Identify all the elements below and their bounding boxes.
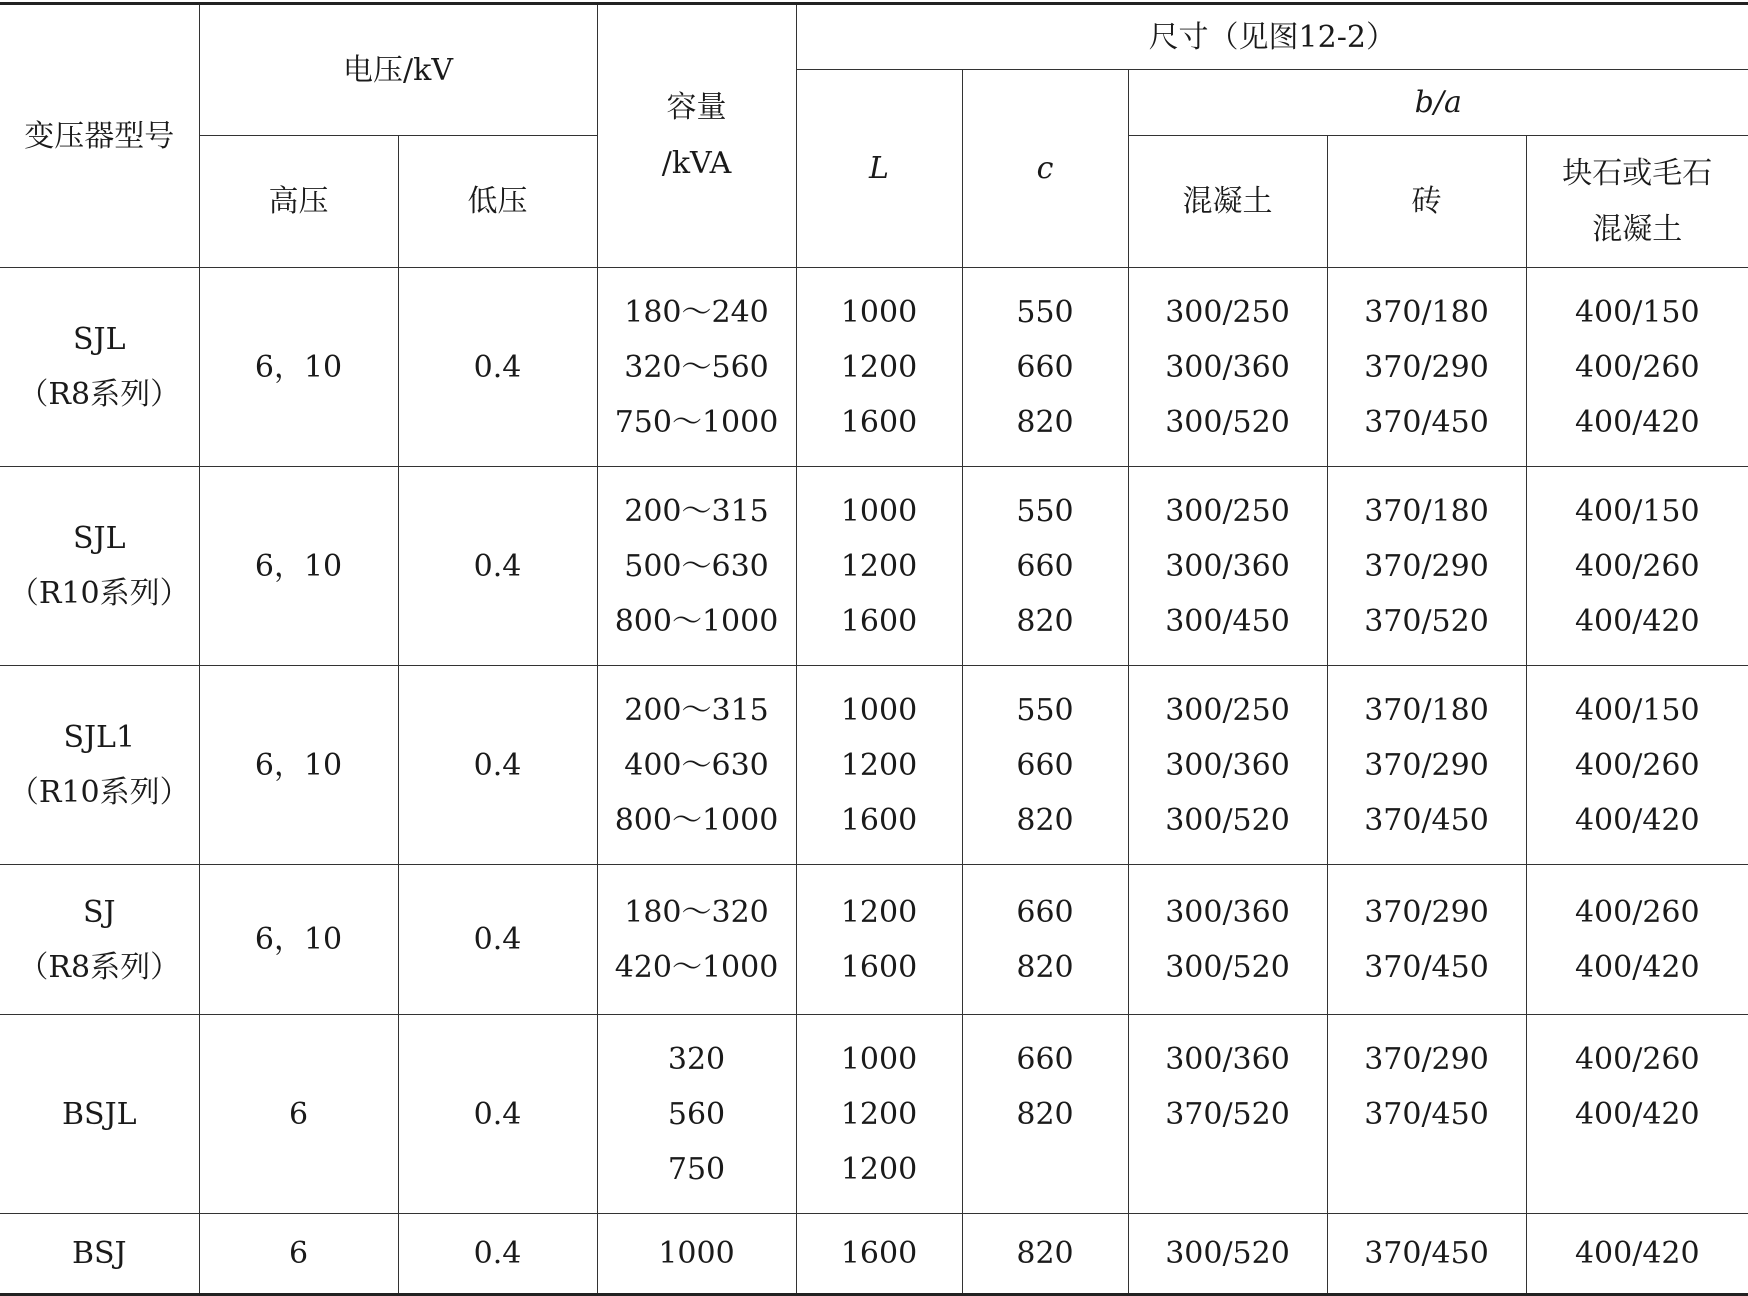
cell-concrete <box>1128 1214 1327 1295</box>
cell-capacity <box>597 865 796 1015</box>
cell-line: 1000 <box>840 692 918 728</box>
cell-line: 500～630 <box>624 548 769 584</box>
header-ba: b/a <box>1128 70 1748 136</box>
cell-line: 300/450 <box>1165 603 1290 639</box>
cell-lines <box>1328 683 1526 848</box>
cell-lines <box>797 285 962 450</box>
header-c: c <box>962 70 1128 268</box>
cell-lines <box>598 885 796 995</box>
cell-line: BSJL <box>61 1096 137 1132</box>
cell-line: 370/180 <box>1364 294 1489 330</box>
cell-lines <box>1129 1226 1327 1281</box>
cell-stone <box>1526 666 1748 865</box>
cell-line: 400/260 <box>1574 1042 1700 1077</box>
cell-line: 820 <box>1016 1236 1074 1271</box>
cell-L <box>796 666 962 865</box>
cell-line: 800～1000 <box>614 603 779 639</box>
cell-lines <box>1328 285 1526 450</box>
cell-line: 1200 <box>840 349 918 385</box>
cell-lines <box>963 885 1128 995</box>
cell-c <box>962 865 1128 1015</box>
cell-line: 820 <box>1016 802 1074 838</box>
cell-line: 1200 <box>840 1151 918 1187</box>
cell-line: （R10系列） <box>8 775 190 810</box>
header-model: 变压器型号 <box>0 4 199 268</box>
cell-concrete <box>1128 268 1327 467</box>
cell-line: 1000 <box>840 493 918 529</box>
cell-line: 1000 <box>840 1041 918 1077</box>
cell-low: 0.4 <box>398 666 597 865</box>
cell-line: SJL1 <box>63 720 136 755</box>
cell-line: 400/420 <box>1574 1236 1700 1271</box>
cell-line: 660 <box>1016 747 1074 783</box>
header-capacity-line1: 容量 <box>666 90 727 125</box>
cell-lines <box>0 885 199 995</box>
header-stone-line1: 块石或毛石 <box>1562 155 1713 191</box>
cell-capacity <box>597 1214 796 1295</box>
cell-model <box>0 1015 199 1214</box>
cell-line: 370/520 <box>1364 603 1489 639</box>
cell-line: SJL <box>73 322 126 357</box>
cell-c <box>962 268 1128 467</box>
cell-line: 1600 <box>840 802 918 838</box>
cell-lines <box>963 285 1128 450</box>
cell-line: 550 <box>1016 692 1074 728</box>
cell-line: 400/260 <box>1574 747 1700 783</box>
cell-L <box>796 467 962 666</box>
cell-line: 550 <box>1016 294 1074 330</box>
cell-line: 1600 <box>840 949 918 985</box>
cell-lines <box>0 511 199 621</box>
cell-L <box>796 865 962 1015</box>
cell-line: 400/150 <box>1574 692 1700 728</box>
cell-line: SJ <box>82 894 116 930</box>
cell-low: 0.4 <box>398 268 597 467</box>
cell-line: 1000 <box>658 1236 735 1271</box>
cell-lines <box>0 312 199 422</box>
cell-lines <box>0 1087 199 1142</box>
transformer-foundation-table <box>0 2 1748 1296</box>
cell-lines <box>1527 1226 1748 1281</box>
cell-high: 6 <box>199 1015 398 1214</box>
header-capacity <box>597 4 796 268</box>
cell-c <box>962 666 1128 865</box>
cell-stone <box>1526 467 1748 666</box>
cell-line: 370/520 <box>1165 1097 1290 1132</box>
cell-stone <box>1526 1015 1748 1214</box>
cell-line: 400/260 <box>1574 349 1700 385</box>
header-voltage: 电压/kV <box>199 4 597 136</box>
cell-line: 300/250 <box>1165 692 1290 728</box>
cell-model <box>0 467 199 666</box>
cell-line: 1600 <box>840 1236 918 1271</box>
cell-line: 370/290 <box>1364 894 1489 930</box>
header-stone-line2: 混凝土 <box>1592 211 1683 247</box>
cell-line: 370/290 <box>1364 349 1489 385</box>
cell-brick <box>1327 865 1526 1015</box>
cell-line: 300/360 <box>1165 894 1290 930</box>
cell-line: 370/450 <box>1364 949 1489 985</box>
cell-L <box>796 1015 962 1214</box>
cell-c <box>962 1214 1128 1295</box>
cell-line: 1200 <box>840 1096 918 1132</box>
cell-brick <box>1327 268 1526 467</box>
header-L: L <box>796 70 962 268</box>
header-size: 尺寸（见图12-2） <box>796 4 1748 70</box>
cell-line: 660 <box>1016 548 1074 584</box>
cell-lines <box>1129 1015 1327 1142</box>
cell-high: 6，10 <box>199 865 398 1015</box>
cell-line: 1200 <box>840 747 918 783</box>
cell-line: 300/250 <box>1165 294 1290 330</box>
cell-line: 300/360 <box>1165 548 1290 584</box>
table-row <box>0 1214 1748 1295</box>
cell-lines <box>1527 1015 1748 1142</box>
cell-line: 200～315 <box>624 493 769 529</box>
cell-line: 320～560 <box>624 349 769 385</box>
cell-lines <box>0 710 199 820</box>
cell-capacity <box>597 666 796 865</box>
cell-concrete <box>1128 865 1327 1015</box>
table-row <box>0 1015 1748 1214</box>
cell-line: 370/180 <box>1364 692 1489 728</box>
cell-line: 370/450 <box>1364 1097 1489 1132</box>
cell-low: 0.4 <box>398 1214 597 1295</box>
cell-line: 420～1000 <box>614 949 779 985</box>
cell-high: 6，10 <box>199 467 398 666</box>
cell-line: SJL <box>73 521 126 556</box>
cell-brick <box>1327 467 1526 666</box>
cell-line: 400/420 <box>1574 949 1700 985</box>
cell-concrete <box>1128 467 1327 666</box>
cell-line: （R10系列） <box>8 576 190 611</box>
table-row <box>0 467 1748 666</box>
cell-line: （R8系列） <box>18 949 181 985</box>
cell-line: 300/520 <box>1165 949 1290 985</box>
cell-lines <box>1527 885 1748 995</box>
cell-model <box>0 865 199 1015</box>
cell-model <box>0 666 199 865</box>
cell-lines <box>598 1226 796 1281</box>
cell-model <box>0 268 199 467</box>
cell-lines <box>1129 285 1327 450</box>
cell-line: 200～315 <box>624 692 769 728</box>
cell-lines <box>598 484 796 649</box>
cell-line: 400～630 <box>624 747 769 783</box>
cell-line: 660 <box>1016 1042 1074 1077</box>
cell-high: 6，10 <box>199 268 398 467</box>
cell-model <box>0 1214 199 1295</box>
cell-stone <box>1526 1214 1748 1295</box>
cell-lines <box>1527 683 1748 848</box>
cell-lines <box>1328 885 1526 995</box>
cell-c <box>962 467 1128 666</box>
table-header <box>0 4 1748 268</box>
cell-line: 1200 <box>840 894 918 930</box>
cell-line: 370/290 <box>1364 747 1489 783</box>
cell-lines <box>963 484 1128 649</box>
cell-lines <box>0 1226 199 1281</box>
cell-line: 300/250 <box>1165 493 1290 529</box>
header-capacity-line2: /kVA <box>661 146 732 181</box>
header-stone-concrete <box>1526 136 1748 268</box>
cell-line: 300/360 <box>1165 747 1290 783</box>
cell-stone <box>1526 865 1748 1015</box>
cell-line: 370/290 <box>1364 548 1489 584</box>
cell-lines <box>797 1226 962 1281</box>
cell-line: 370/450 <box>1364 802 1489 838</box>
cell-line: 370/180 <box>1364 493 1489 529</box>
header-brick: 砖 <box>1327 136 1526 268</box>
header-concrete: 混凝土 <box>1128 136 1327 268</box>
cell-line: 800～1000 <box>614 802 779 838</box>
cell-line: 820 <box>1016 404 1074 440</box>
cell-capacity <box>597 268 796 467</box>
table-row <box>0 666 1748 865</box>
cell-capacity <box>597 467 796 666</box>
cell-high: 6，10 <box>199 666 398 865</box>
cell-capacity <box>597 1015 796 1214</box>
cell-line: 400/260 <box>1574 894 1700 930</box>
cell-lines <box>1129 885 1327 995</box>
cell-low: 0.4 <box>398 1015 597 1214</box>
cell-lines <box>797 484 962 649</box>
cell-line: 300/360 <box>1165 1042 1290 1077</box>
cell-line: 180～320 <box>624 894 769 930</box>
cell-line: 370/450 <box>1364 404 1489 440</box>
cell-low: 0.4 <box>398 865 597 1015</box>
cell-line: 370/290 <box>1364 1042 1489 1077</box>
cell-line: （R8系列） <box>18 377 181 412</box>
cell-line: 320 <box>667 1041 726 1077</box>
cell-line: 1000 <box>840 294 918 330</box>
cell-stone <box>1526 268 1748 467</box>
cell-lines <box>1129 484 1327 649</box>
cell-line: 400/260 <box>1574 548 1700 584</box>
cell-line: 660 <box>1016 349 1074 385</box>
cell-line: 750 <box>667 1151 726 1187</box>
cell-lines <box>963 1226 1128 1281</box>
cell-brick <box>1327 666 1526 865</box>
cell-line: 1200 <box>840 548 918 584</box>
cell-lines <box>1129 683 1327 848</box>
cell-line: 750～1000 <box>614 404 779 440</box>
cell-brick <box>1327 1214 1526 1295</box>
cell-lines <box>797 1032 962 1197</box>
cell-lines <box>1328 1015 1526 1142</box>
cell-line: 1600 <box>840 603 918 639</box>
cell-c <box>962 1015 1128 1214</box>
cell-lines <box>797 885 962 995</box>
cell-line: 1600 <box>840 404 918 440</box>
cell-concrete <box>1128 666 1327 865</box>
cell-line: BSJ <box>71 1236 127 1271</box>
cell-line: 820 <box>1016 603 1074 639</box>
cell-line: 300/520 <box>1165 802 1290 838</box>
cell-line: 400/420 <box>1574 603 1700 639</box>
cell-lines <box>1328 484 1526 649</box>
cell-lines <box>598 1032 796 1197</box>
table-row <box>0 268 1748 467</box>
cell-line: 400/420 <box>1574 802 1700 838</box>
cell-concrete <box>1128 1015 1327 1214</box>
cell-lines <box>963 1015 1128 1142</box>
cell-line: 300/520 <box>1165 1236 1290 1271</box>
cell-brick <box>1327 1015 1526 1214</box>
cell-line: 300/360 <box>1165 349 1290 385</box>
cell-line: 550 <box>1016 493 1074 529</box>
cell-lines <box>797 683 962 848</box>
cell-line: 660 <box>1016 894 1074 930</box>
cell-lines <box>1527 484 1748 649</box>
cell-lines <box>598 683 796 848</box>
cell-line: 300/520 <box>1165 404 1290 440</box>
cell-lines <box>1328 1226 1526 1281</box>
cell-line: 180～240 <box>624 294 769 330</box>
cell-lines <box>1527 285 1748 450</box>
cell-line: 400/150 <box>1574 294 1700 330</box>
cell-line: 370/450 <box>1364 1236 1489 1271</box>
cell-line: 400/420 <box>1574 404 1700 440</box>
cell-line: 400/150 <box>1574 493 1700 529</box>
table-row <box>0 865 1748 1015</box>
header-low-voltage: 低压 <box>398 136 597 268</box>
cell-line: 560 <box>667 1096 726 1132</box>
cell-high: 6 <box>199 1214 398 1295</box>
cell-low: 0.4 <box>398 467 597 666</box>
cell-L <box>796 1214 962 1295</box>
cell-L <box>796 268 962 467</box>
cell-lines <box>598 285 796 450</box>
table-body <box>0 268 1748 1295</box>
cell-line: 820 <box>1016 949 1074 985</box>
cell-line: 400/420 <box>1574 1097 1700 1132</box>
cell-lines <box>963 683 1128 848</box>
header-high-voltage: 高压 <box>199 136 398 268</box>
cell-line: 820 <box>1016 1097 1074 1132</box>
